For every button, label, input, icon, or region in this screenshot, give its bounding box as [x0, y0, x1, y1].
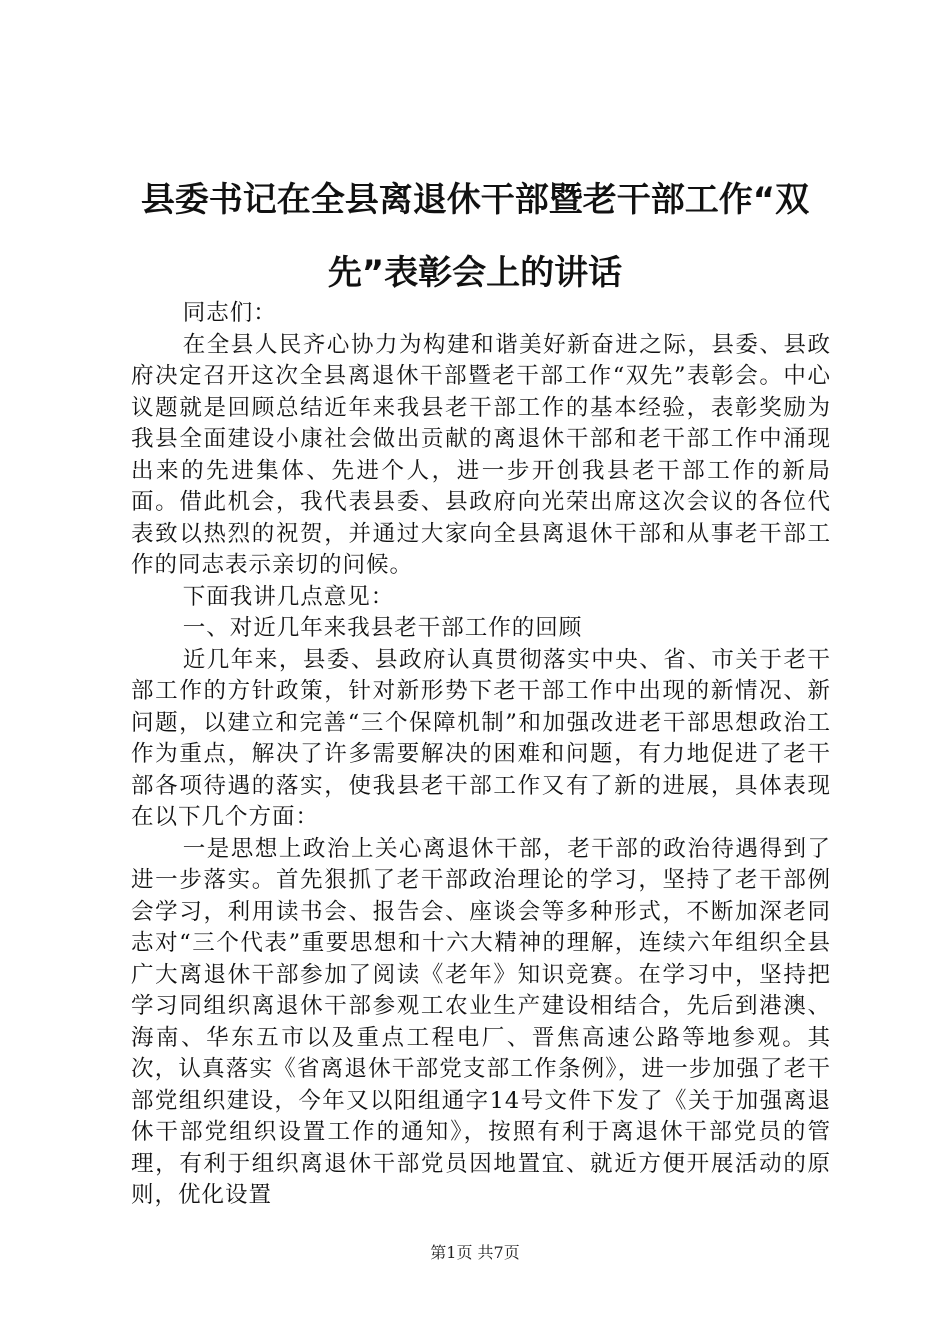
salutation: 同志们：: [182, 300, 277, 326]
section-heading: 一、对近几年来我县老干部工作的回顾: [182, 615, 583, 641]
paragraph-point-one: 一是思想上政治上关心离退休干部，老干部的政治待遇得到了进一步落实。首先狠抓了老干部政治理论的学习，坚持了老干部例会学习，利用读书会、报告会、座谈会等多种形式，不断加深老同志对“三个代表”重要思想和十六大精神的理解，连续六年组织全县广大离退休干部参加了阅读《老年》知识竞赛。在学习中，坚持把学习同组织离退休干部参观工农业生产建设相结合，先后到港澳、海南、华东五市以及重点工程电厂、晋焦高速公路等地参观。其次，认真落实《省离退休干部党支部工作条例》，进一步加强了老干部党组织建设，今年又以阳组通字14号文件下发了《关于加强离退休干部党组织设置工作的通知》，按照有利于离退休干部党员的管理，有利于组织离退休干部党员因地置宜、就近方便开展活动的原则，优化设置: [131, 835, 831, 1208]
paragraph-transition: 下面我讲几点意见：: [182, 583, 395, 610]
document-body: [131, 298, 831, 1212]
title-line-2: 先”表彰会上的讲话: [327, 253, 623, 293]
page-footer: 第1页 共7页: [430, 1243, 520, 1262]
paragraph-intro: 在全县人民齐心协力为构建和谐美好新奋进之际，县委、县政府决定召开这次全县离退休干部暨老干部工作“双先”表彰会。中心议题就是回顾总结近年来我县老干部工作的基本经验，表彰奖励为我县全面建设小康社会做出贡献的离退休干部和老干部工作中涌现出来的先进集体、先进个人，进一步开创我县老干部工作的新局面。借此机会，我代表县委、县政府向光荣出席这次会议的各位代表致以热烈的祝贺，并通过大家向全县离退休干部和从事老干部工作的同志表示亲切的问候。: [131, 331, 831, 578]
paragraph-review: 近几年来，县委、县政府认真贯彻落实中央、省、市关于老干部工作的方针政策，针对新形势下老干部工作中出现的新情况、新问题，以建立和完善“三个保障机制”和加强改进老干部思想政治工作为重点，解决了许多需要解决的困难和问题，有力地促进了老干部各项待遇的落实，使我县老干部工作又有了新的进展，具体表现在以下几个方面：: [131, 646, 831, 830]
title-line-1: 县委书记在全县离退休干部暨老干部工作“双: [140, 180, 810, 220]
document-title: [118, 164, 832, 310]
